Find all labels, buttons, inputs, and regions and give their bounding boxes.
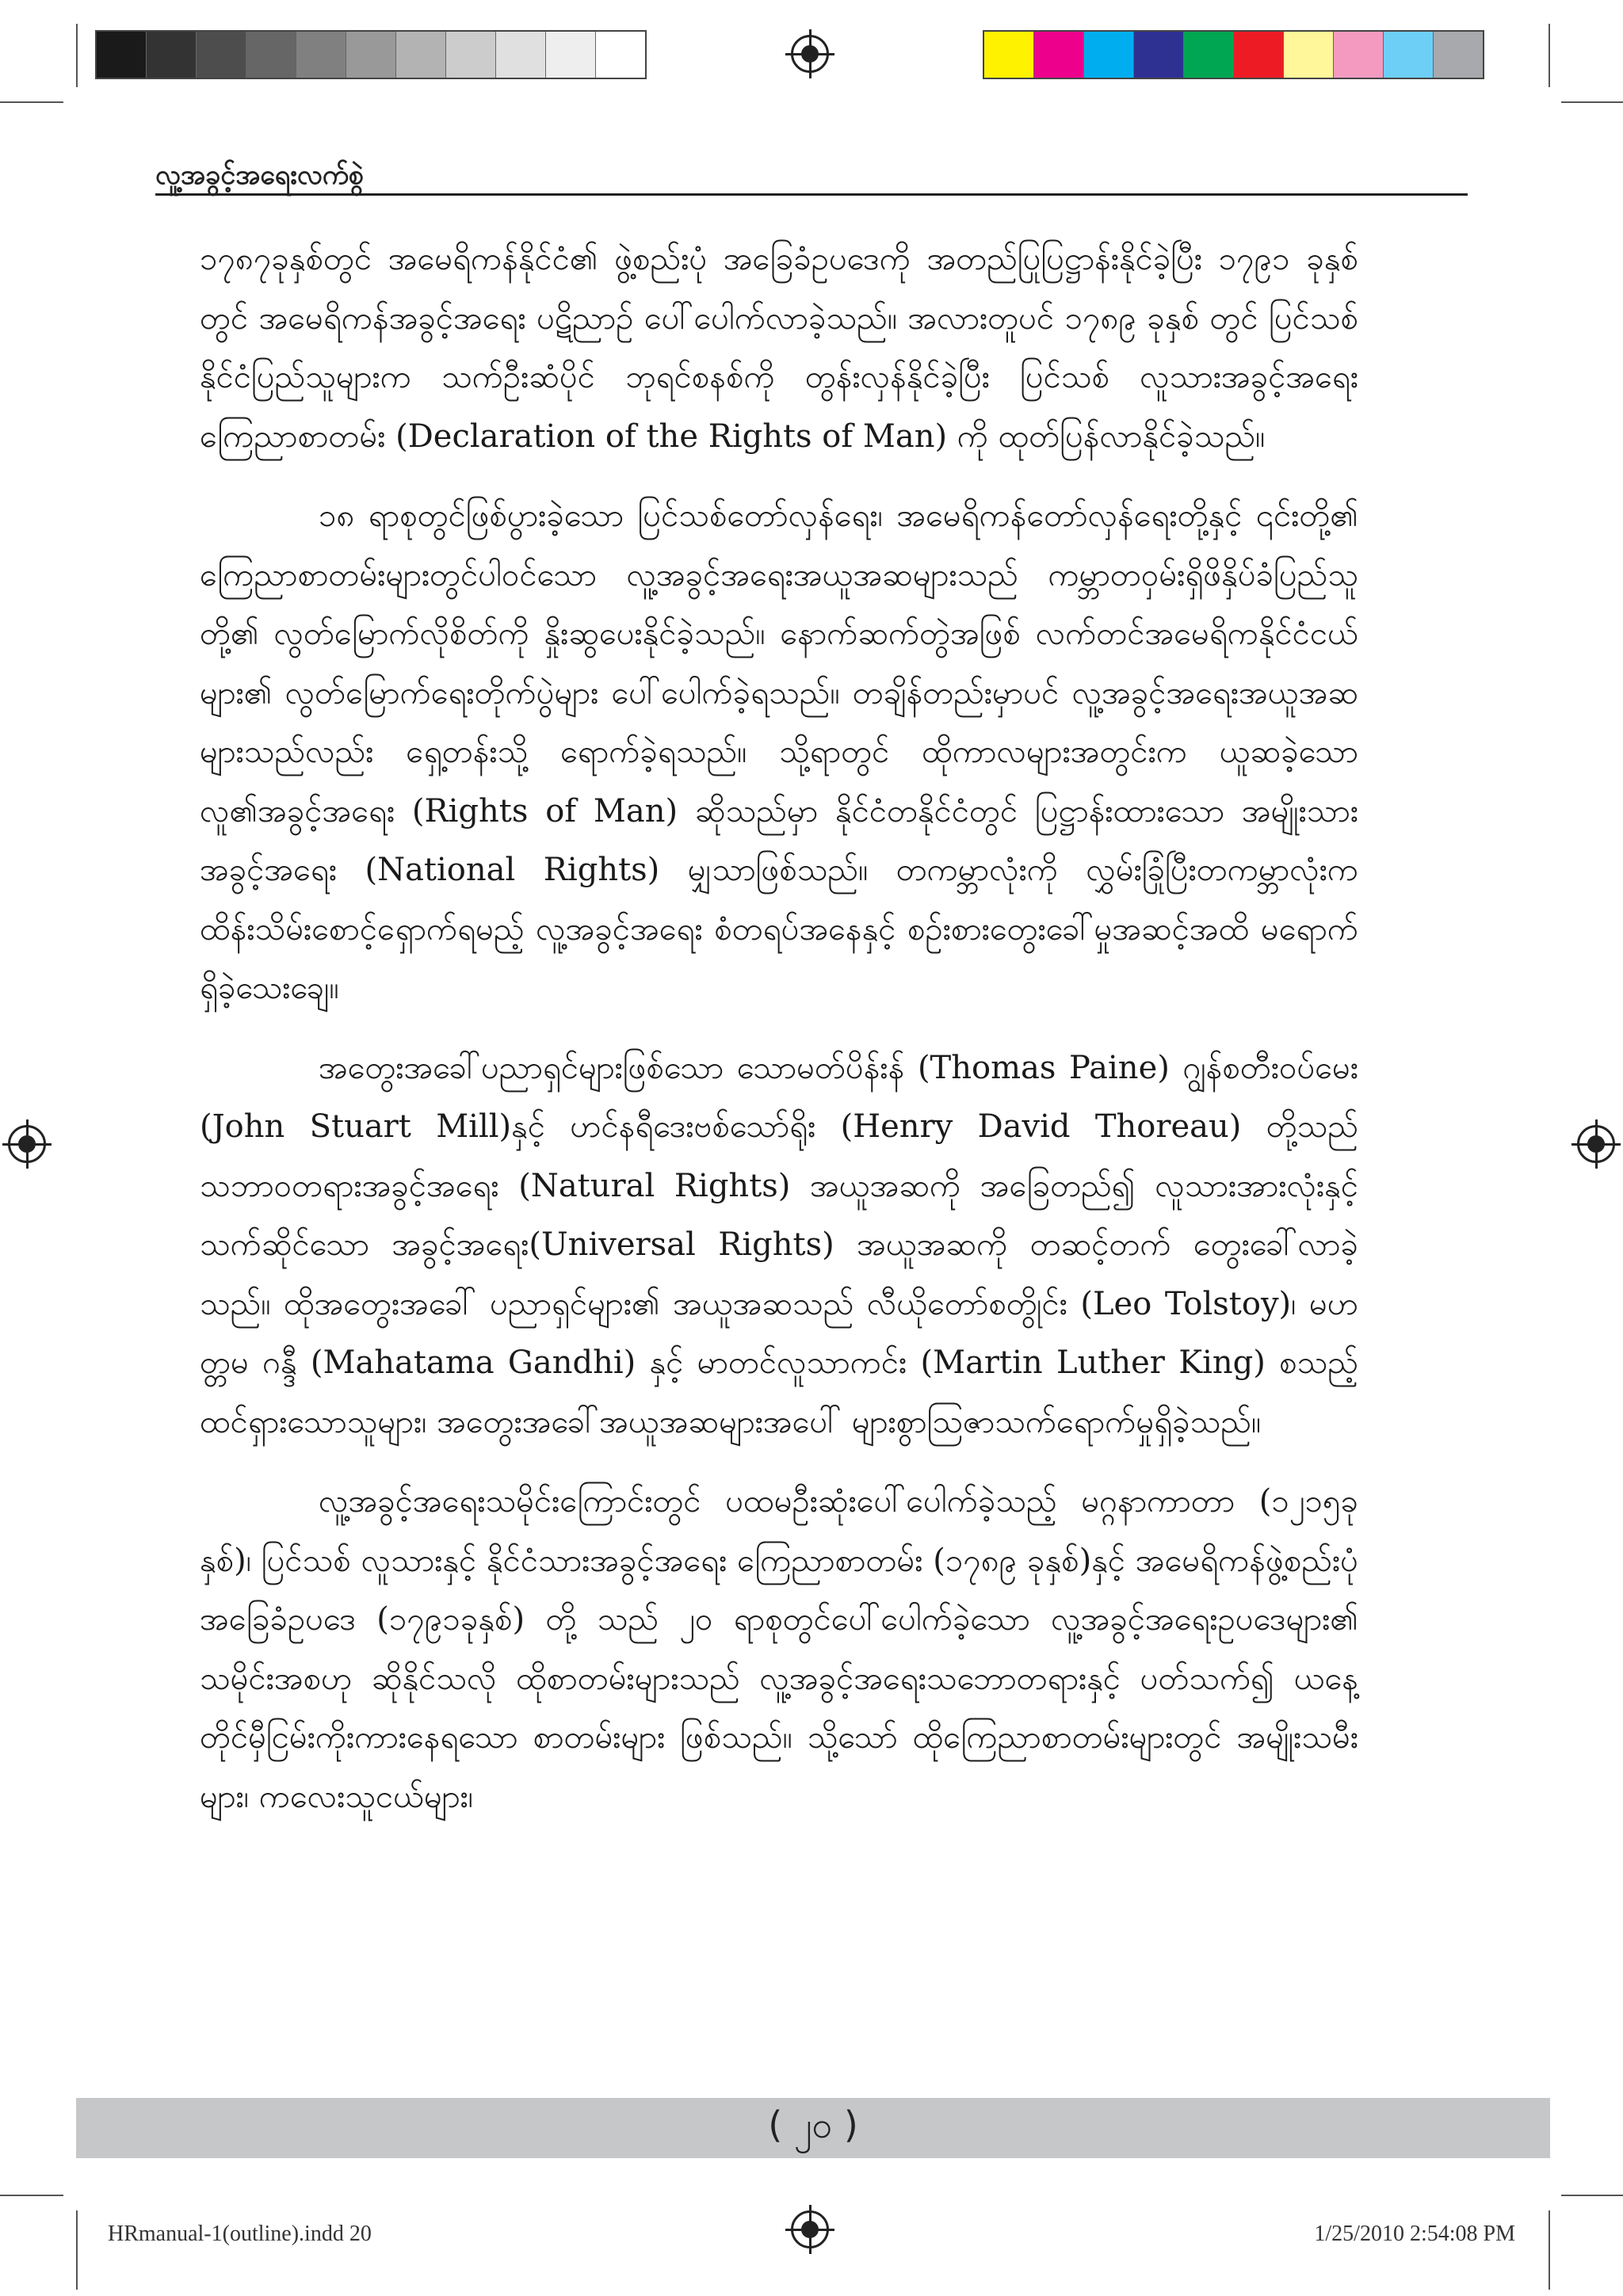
print-timestamp: 1/25/2010 2:54:08 PM <box>1314 2222 1515 2246</box>
crop-mark <box>76 24 78 87</box>
running-title: လူ့အခွင့်အရေးလက်စွဲ <box>155 159 365 191</box>
crop-mark <box>1549 24 1550 87</box>
file-slug: HRmanual-1(outline).indd 20 <box>108 2222 372 2246</box>
color-swatch <box>1434 32 1483 78</box>
page-number: ( ၂၀ ) <box>768 2103 858 2146</box>
crop-mark <box>0 101 63 103</box>
registration-mark-left-icon <box>8 1125 46 1163</box>
color-swatch <box>446 32 496 78</box>
paragraph: ၁၇၈၇ခုနှစ်တွင် အမေရိကန်နိုင်ငံ၏ ဖွဲ့စည်းပုံ အခြေခံဥပဒေကို အတည်ပြုပြဋ္ဌာန်းနိုင်ခဲ့ပြီး ၁၇၉၁ ခုနှစ်တွင် အမေရိကန်အခွင့်အရေး ပဋိညာဉ် ပေါ်ပေါက်လာခဲ့သည်။ အလားတူပင် ၁၇၈၉ ခုနှစ် တွင် ပြင်သစ်နိုင်ငံပြည်သူများက သက်ဦးဆံပိုင် ဘုရင်စနစ်ကို တွန်းလှန်နိုင်ခဲ့ပြီး ပြင်သစ် လူသားအခွင့်အရေး ကြေညာစာတမ်း (Declaration of the Rights of Man) ကို ထုတ်ပြန်လာနိုင်ခဲ့သည်။ <box>200 241 1358 455</box>
crop-mark <box>0 2195 63 2196</box>
color-swatch <box>1034 32 1084 78</box>
color-swatch <box>546 32 596 78</box>
registration-mark-right-icon <box>1577 1125 1615 1163</box>
paragraph: အတွေးအခေါ်ပညာရှင်များဖြစ်သော သောမတ်ပိန်းန် (Thomas Paine) ဂျွန်စတီးဝပ်မေး (John Stuart Mill)နှင့် ဟင်နရီဒေးဗစ်သော်ရိုး (Henry David Thoreau) တို့သည် သဘာဝတရားအခွင့်အရေး (Natural Rights) အယူအဆကို အခြေတည်၍ လူသားအားလုံးနှင့်သက်ဆိုင်သော အခွင့်အရေး(Universal Rights) အယူအဆကို တဆင့်တက် တွေးခေါ်လာခဲ့သည်။ ထိုအတွေးအခေါ် ပညာရှင်များ၏ အယူအဆသည် လီယိုတော်စတွိုင်း (Leo Tolstoy)၊ မဟတ္တမ ဂန္ဒီ (Mahatama Gandhi) နှင့် မာတင်လူသာကင်း (Martin Luther King) စသည့် ထင်ရှားသောသူများ၊ အတွေးအခေါ်အယူအဆများအပေါ် များစွာသြဇာသက်ရောက်မှုရှိခဲ့သည်။ <box>200 1049 1358 1440</box>
color-swatch <box>1134 32 1184 78</box>
color-swatch <box>984 32 1034 78</box>
crop-mark <box>76 2210 78 2290</box>
gray-color-bar <box>95 30 647 79</box>
header-rule <box>155 193 1468 196</box>
color-swatch <box>1184 32 1234 78</box>
process-color-bar <box>983 30 1484 79</box>
crop-mark <box>1561 101 1623 103</box>
body-text <box>200 230 1358 1847</box>
color-swatch <box>296 32 346 78</box>
color-swatch <box>97 32 147 78</box>
color-swatch <box>147 32 197 78</box>
color-swatch <box>1284 32 1334 78</box>
color-swatch <box>496 32 546 78</box>
registration-mark-top-icon <box>791 35 829 73</box>
color-swatch <box>1334 32 1384 78</box>
folio-band <box>76 2098 1550 2158</box>
crop-mark <box>1561 2195 1623 2196</box>
color-swatch <box>396 32 446 78</box>
registration-mark-bottom-icon <box>791 2210 829 2248</box>
paragraph: လူ့အခွင့်အရေးသမိုင်းကြောင်းတွင် ပထမဦးဆုံးပေါ်ပေါက်ခဲ့သည့် မဂ္ဂနာကာတာ (၁၂၁၅ခုနှစ်)၊ ပြင်သစ် လူသားနှင့် နိုင်ငံသားအခွင့်အရေး ကြေညာစာတမ်း (၁၇၈၉ ခုနှစ်)နှင့် အမေရိကန်ဖွဲ့စည်းပုံ အခြေခံဥပဒေ (၁၇၉၁ခုနှစ်) တို့ သည် ၂၀ ရာစုတွင်ပေါ်ပေါက်ခဲ့သော လူ့အခွင့်အရေးဥပဒေများ၏ သမိုင်းအစဟု ဆိုနိုင်သလို ထိုစာတမ်းများသည် လူ့အခွင့်အရေးသဘောတရားနှင့် ပတ်သက်၍ ယနေ့တိုင်မှီငြမ်းကိုးကားနေရသော စာတမ်းများ ဖြစ်သည်။ သို့သော် ထိုကြေညာစာတမ်းများတွင် အမျိုးသမီးများ၊ ကလေးသူငယ်များ၊ <box>200 1483 1358 1815</box>
color-swatch <box>596 32 645 78</box>
color-swatch <box>1234 32 1284 78</box>
color-swatch <box>1084 32 1134 78</box>
color-swatch <box>197 32 246 78</box>
color-swatch <box>346 32 396 78</box>
color-swatch <box>1384 32 1434 78</box>
crop-mark <box>1549 2210 1550 2290</box>
color-swatch <box>246 32 296 78</box>
paragraph: ၁၈ ရာစုတွင်ဖြစ်ပွားခဲ့သော ပြင်သစ်တော်လှန်ရေး၊ အမေရိကန်တော်လှန်ရေးတို့နှင့် ၎င်းတို့၏ ကြေညာစာတမ်းများတွင်ပါဝင်သော လူ့အခွင့်အရေးအယူအဆများသည် ကမ္ဘာတဝှမ်းရှိဖိနှိပ်ခံပြည်သူတို့၏ လွတ်မြောက်လိုစိတ်ကို နှိုးဆွပေးနိုင်ခဲ့သည်။ နောက်ဆက်တွဲအဖြစ် လက်တင်အမေရိကနိုင်ငံငယ်များ၏ လွတ်မြောက်ရေးတိုက်ပွဲများ ပေါ်ပေါက်ခဲ့ရသည်။ တချိန်တည်းမှာပင် လူ့အခွင့်အရေးအယူအဆများသည်လည်း ရှေ့တန်းသို့ ရောက်ခဲ့ရသည်။ သို့ရာတွင် ထိုကာလများအတွင်းက ယူဆခဲ့သော လူ၏အခွင့်အရေး (Rights of Man) ဆိုသည်မှာ နိုင်ငံတနိုင်ငံတွင် ပြဋ္ဌာန်းထားသော အမျိုးသားအခွင့်အရေး (National Rights) မျှသာဖြစ်သည်။ တကမ္ဘာလုံးကို လွှမ်းခြုံပြီးတကမ္ဘာလုံးက ထိန်းသိမ်းစောင့်ရှောက်ရမည့် လူ့အခွင့်အရေး စံတရပ်အနေနှင့် စဉ်းစားတွေးခေါ်မှုအဆင့်အထိ မရောက်ရှိခဲ့သေးချေ။ <box>200 498 1358 1006</box>
